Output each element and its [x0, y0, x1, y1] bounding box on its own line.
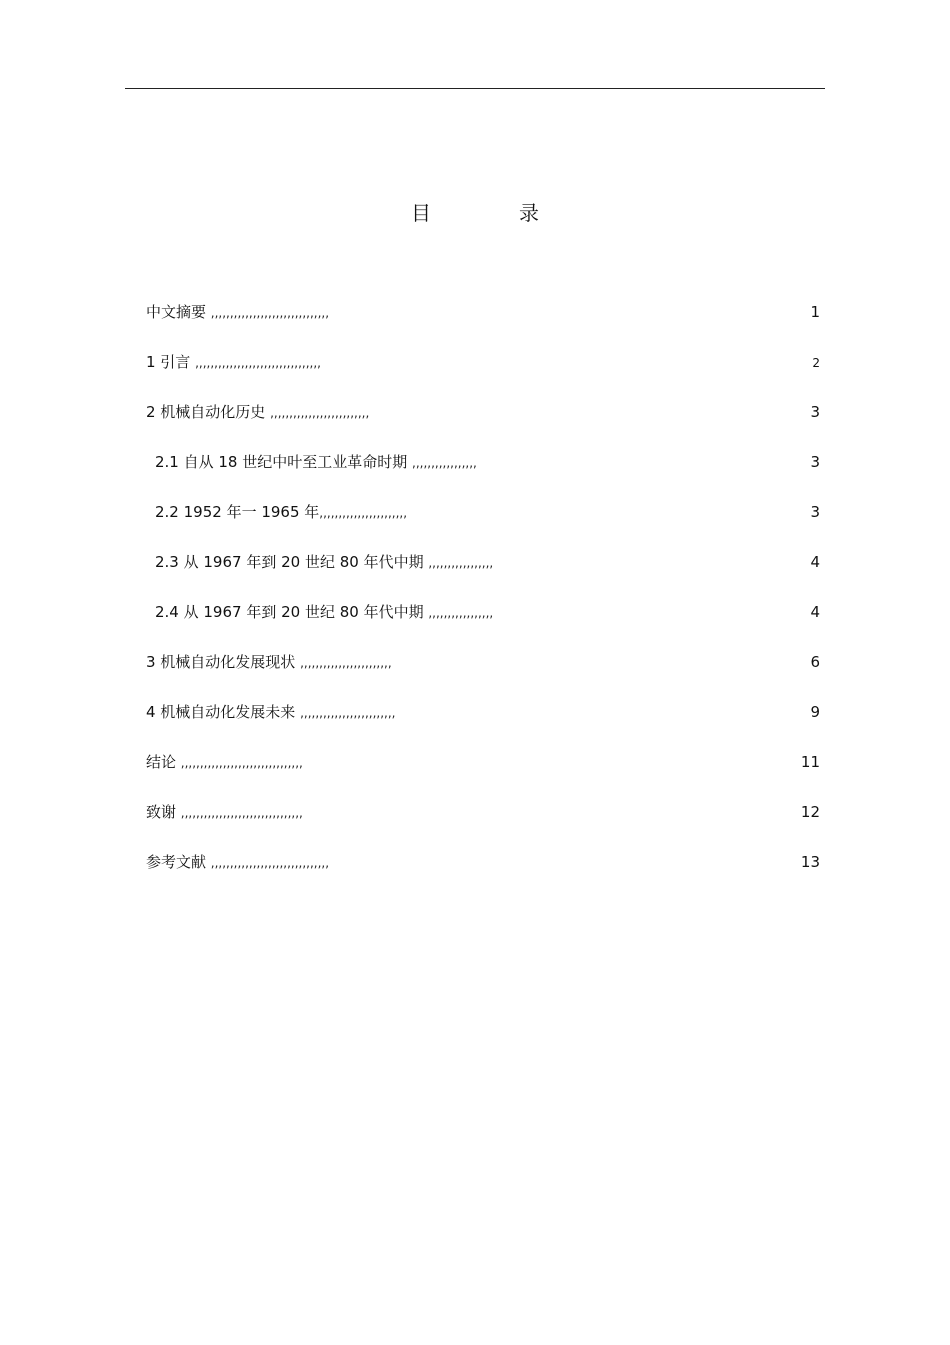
toc-entry-page: 2: [812, 356, 820, 370]
toc-entry-leader: ,,,,,,,,,,,,,,,,,,,,,,,,,,,,,,,,: [180, 806, 303, 820]
toc-entry-leader: ,,,,,,,,,,,,,,,,,,,,,,,,,,,,,,,: [210, 856, 330, 870]
toc-entry-page: 4: [810, 603, 820, 621]
toc-entry-introduction[interactable]: [146, 348, 822, 398]
toc-entry-leader: ,,,,,,,,,,,,,,,,,,,,,,,,,,: [270, 406, 370, 420]
toc-entry-history[interactable]: [146, 398, 822, 448]
toc-entry-section-2-1[interactable]: [146, 448, 822, 498]
toc-entry-page: 3: [810, 403, 820, 421]
toc-entry-leader: ,,,,,,,,,,,,,,,,,: [412, 456, 477, 470]
toc-entry-page: 12: [800, 803, 820, 821]
toc-entry-leader: ,,,,,,,,,,,,,,,,,,,,,,,,,: [300, 706, 396, 720]
toc-title: 目 录: [411, 201, 573, 225]
toc-entry-page: 9: [810, 703, 820, 721]
toc-entry-leader: ,,,,,,,,,,,,,,,,,: [428, 606, 494, 620]
toc-entry-leader: ,,,,,,,,,,,,,,,,,,,,,,,,: [300, 656, 392, 670]
toc-entry-section-2-3[interactable]: [146, 548, 822, 598]
toc-entry-page: 4: [810, 553, 820, 571]
toc-entry-leader: ,,,,,,,,,,,,,,,,,: [428, 556, 494, 570]
toc-entry-page: 1: [810, 303, 820, 321]
toc-entry-label: 2.2 1952 年一 1965 年: [155, 503, 320, 521]
header-rule: [125, 88, 825, 89]
toc-entry-section-2-4[interactable]: [146, 598, 822, 648]
toc-entry-label: 致谢: [146, 803, 181, 821]
toc-entry-references[interactable]: [146, 848, 822, 898]
toc-entry-leader: ,,,,,,,,,,,,,,,,,,,,,,,,,,,,,,,: [210, 306, 330, 320]
toc-entry-section-2-2[interactable]: [146, 498, 822, 548]
toc-entry-label: 中文摘要: [146, 303, 211, 321]
toc-entry-label: 结论: [146, 753, 181, 771]
toc-entry-leader: ,,,,,,,,,,,,,,,,,,,,,,,: [319, 506, 408, 520]
toc-entry-label: 2.1 自从 18 世纪中叶至工业革命时期: [155, 453, 413, 471]
toc-list: [146, 298, 822, 898]
toc-entry-leader: ,,,,,,,,,,,,,,,,,,,,,,,,,,,,,,,,: [180, 756, 303, 770]
toc-entry-label: 参考文献: [146, 853, 211, 871]
toc-entry-label: 1 引言: [146, 353, 196, 371]
toc-entry-label: 4 机械自动化发展未来: [146, 703, 301, 721]
toc-entry-page: 6: [810, 653, 820, 671]
toc-entry-label: 2.4 从 1967 年到 20 世纪 80 年代中期: [155, 603, 429, 621]
toc-entry-page: 13: [800, 853, 820, 871]
toc-entry-label: 2 机械自动化历史: [146, 403, 271, 421]
toc-entry-label: 2.3 从 1967 年到 20 世纪 80 年代中期: [155, 553, 429, 571]
toc-entry-page: 11: [800, 753, 820, 771]
toc-entry-label: 3 机械自动化发展现状: [146, 653, 301, 671]
toc-entry-leader: ,,,,,,,,,,,,,,,,,,,,,,,,,,,,,,,,,: [195, 356, 321, 370]
toc-entry-abstract[interactable]: [146, 298, 822, 348]
toc-entry-current-status[interactable]: [146, 648, 822, 698]
toc-entry-page: 3: [810, 503, 820, 521]
toc-entry-conclusion[interactable]: [146, 748, 822, 798]
toc-entry-page: 3: [810, 453, 820, 471]
toc-entry-acknowledgements[interactable]: [146, 798, 822, 848]
toc-entry-future[interactable]: [146, 698, 822, 748]
